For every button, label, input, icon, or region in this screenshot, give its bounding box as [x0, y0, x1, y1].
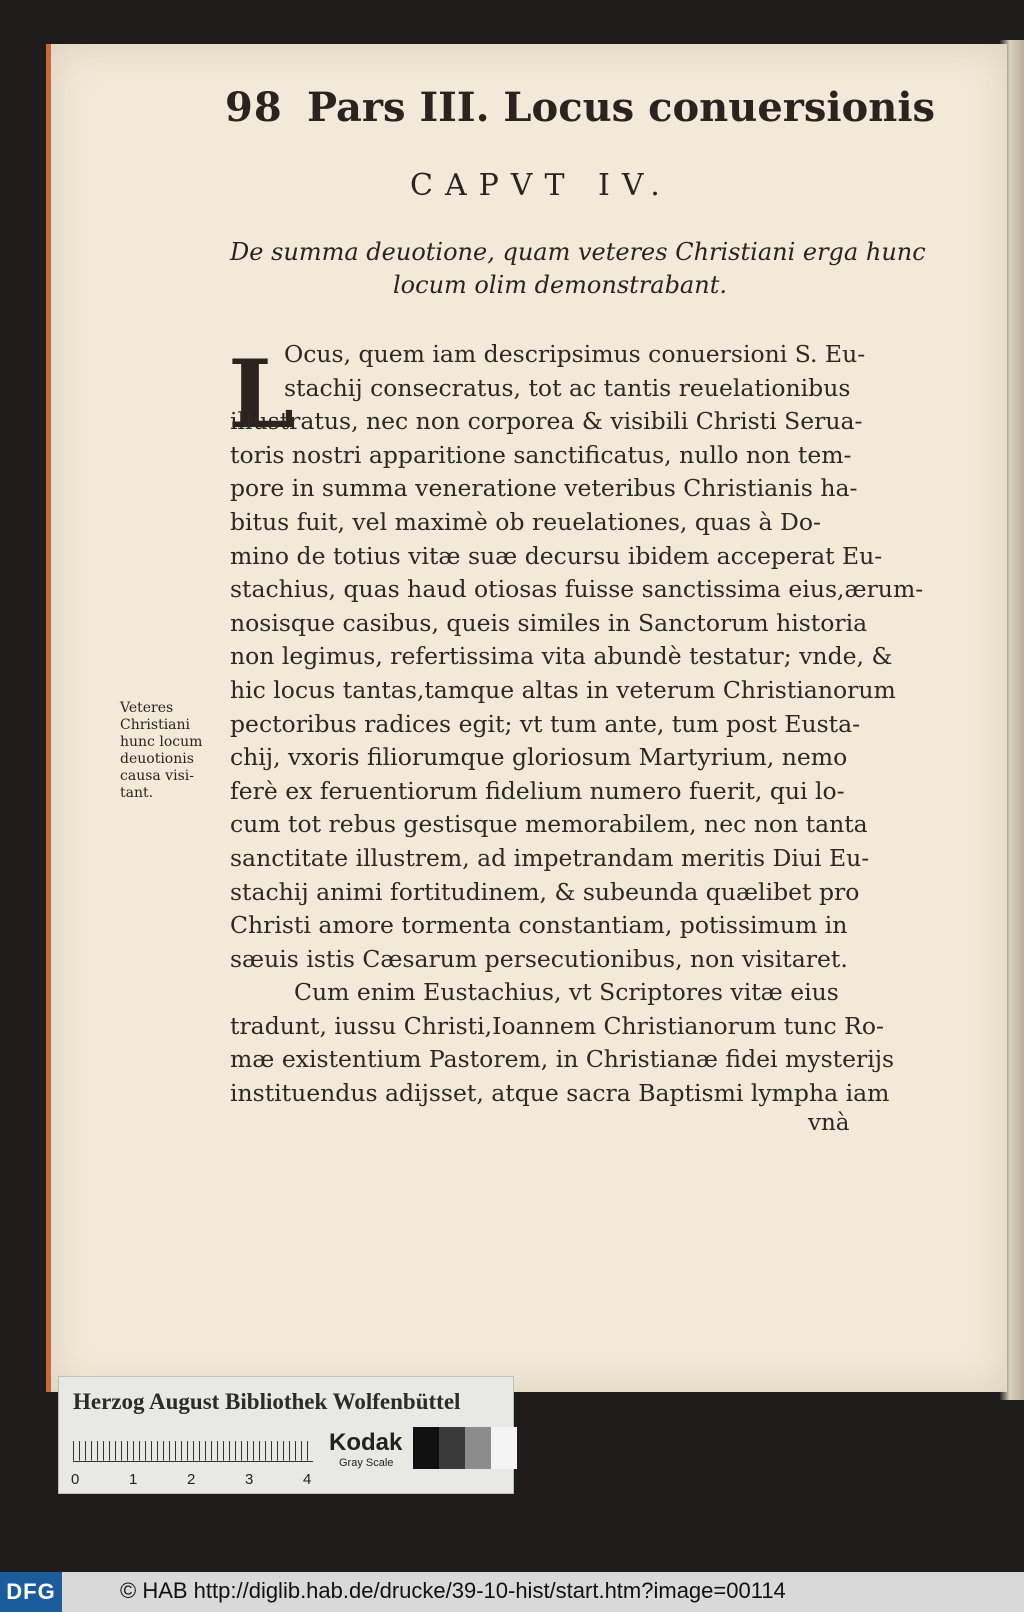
text-line: non legimus, refertissima vita abundè testatur; vnde, & — [230, 642, 893, 671]
source-url[interactable]: © HAB http://diglib.hab.de/drucke/39-10-hist/start.htm?image=00114 — [120, 1578, 786, 1603]
ruler-number: 4 — [303, 1471, 312, 1488]
text-line: Cum enim Eustachius, vt Scriptores vitæ eius — [294, 978, 839, 1007]
text-line: sæuis istis Cæsarum persecutionibus, non visitaret. — [230, 944, 848, 973]
marginal-line: Veteres — [120, 700, 174, 716]
gray-patch — [491, 1427, 517, 1469]
running-title: Pars III. Locus conuersionis — [307, 84, 936, 131]
library-name: Herzog August Bibliothek Wolfenbüttel — [73, 1389, 461, 1414]
marginal-line: tant. — [120, 785, 154, 801]
text-line: bitus fuit, vel maximè ob reuelationes, quas à Do- — [230, 507, 821, 536]
drop-cap: L — [228, 340, 295, 450]
text-line: pectoribus radices egit; vt tum ante, tum post Eusta- — [230, 709, 861, 738]
marginal-line: hunc locum — [120, 734, 203, 750]
chapter-heading: CAPVT IV. — [410, 168, 672, 203]
text-line: stachij animi fortitudinem, & subeunda quælibet pro — [230, 877, 860, 906]
footer-bar — [0, 1572, 1024, 1612]
text-line: sanctitate illustrem, ad impetrandam meritis Diui Eu- — [230, 843, 870, 872]
text-line: mino de totius vitæ suæ decursu ibidem acceperat Eu- — [230, 541, 883, 570]
text-line: instituendus adijsset, atque sacra Baptismi lympha iam — [230, 1079, 890, 1108]
text-line: nosisque casibus, queis similes in Sanctorum historia — [230, 608, 868, 637]
marginal-line: deuotionis — [120, 751, 194, 767]
body-text — [230, 338, 924, 1111]
marginal-line: causa visi- — [120, 768, 194, 784]
subtitle-line: locum olim demonstrabant. — [393, 271, 727, 299]
page-header — [225, 84, 936, 140]
ruler-number: 1 — [129, 1471, 138, 1488]
text-line: hic locus tantas,tamque altas in veterum Christianorum — [230, 675, 896, 704]
text-line: Christi amore tormenta constantiam, potissimum in — [230, 911, 848, 940]
catchword: vnà — [808, 1110, 850, 1136]
text-line: stachij consecratus, tot ac tantis reuelationibus — [284, 373, 851, 402]
text-line: Ocus, quem iam descripsimus conuersioni S. Eu- — [284, 340, 866, 368]
text-line: ferè ex feruentiorum fidelium numero fuerit, qui lo- — [230, 776, 845, 805]
text-line: illustratus, nec non corporea & visibili Christi Serua- — [230, 407, 863, 436]
dfg-logo: DFG — [0, 1572, 62, 1612]
marginal-note — [120, 700, 230, 802]
kodak-logo: Kodak — [329, 1429, 403, 1456]
text-line: pore in summa veneratione veteribus Christianis ha- — [230, 474, 858, 503]
gray-patch — [413, 1427, 439, 1469]
chapter-subtitle — [230, 236, 926, 302]
text-line: tradunt, iussu Christi,Ioannem Christianorum tunc Ro- — [230, 1011, 884, 1040]
ruler-number: 2 — [187, 1471, 196, 1488]
text-line: cum tot rebus gestisque memorabilem, nec non tanta — [230, 810, 868, 839]
text-line: chij, vxoris filiorumque gloriosum Martyrium, nemo — [230, 743, 848, 772]
gray-patch — [439, 1427, 465, 1469]
ruler-number: 0 — [71, 1471, 80, 1488]
gray-scale-label: Gray Scale — [339, 1457, 394, 1469]
text-line: toris nostri apparitione sanctificatus, nullo non tem- — [230, 440, 852, 469]
subtitle-line: De summa deuotione, quam veteres Christiani erga hunc — [230, 238, 926, 266]
page-number: 98 — [225, 84, 283, 131]
marginal-line: Christiani — [120, 717, 191, 733]
text-line: mæ existentium Pastorem, in Christianæ fidei mysterijs — [230, 1045, 895, 1074]
color-calibration-card — [58, 1376, 514, 1494]
text-line: stachius, quas haud otiosas fuisse sanctissima eius,ærum- — [230, 575, 924, 604]
ruler — [73, 1433, 313, 1462]
ruler-number: 3 — [245, 1471, 254, 1488]
gray-patch — [465, 1427, 491, 1469]
